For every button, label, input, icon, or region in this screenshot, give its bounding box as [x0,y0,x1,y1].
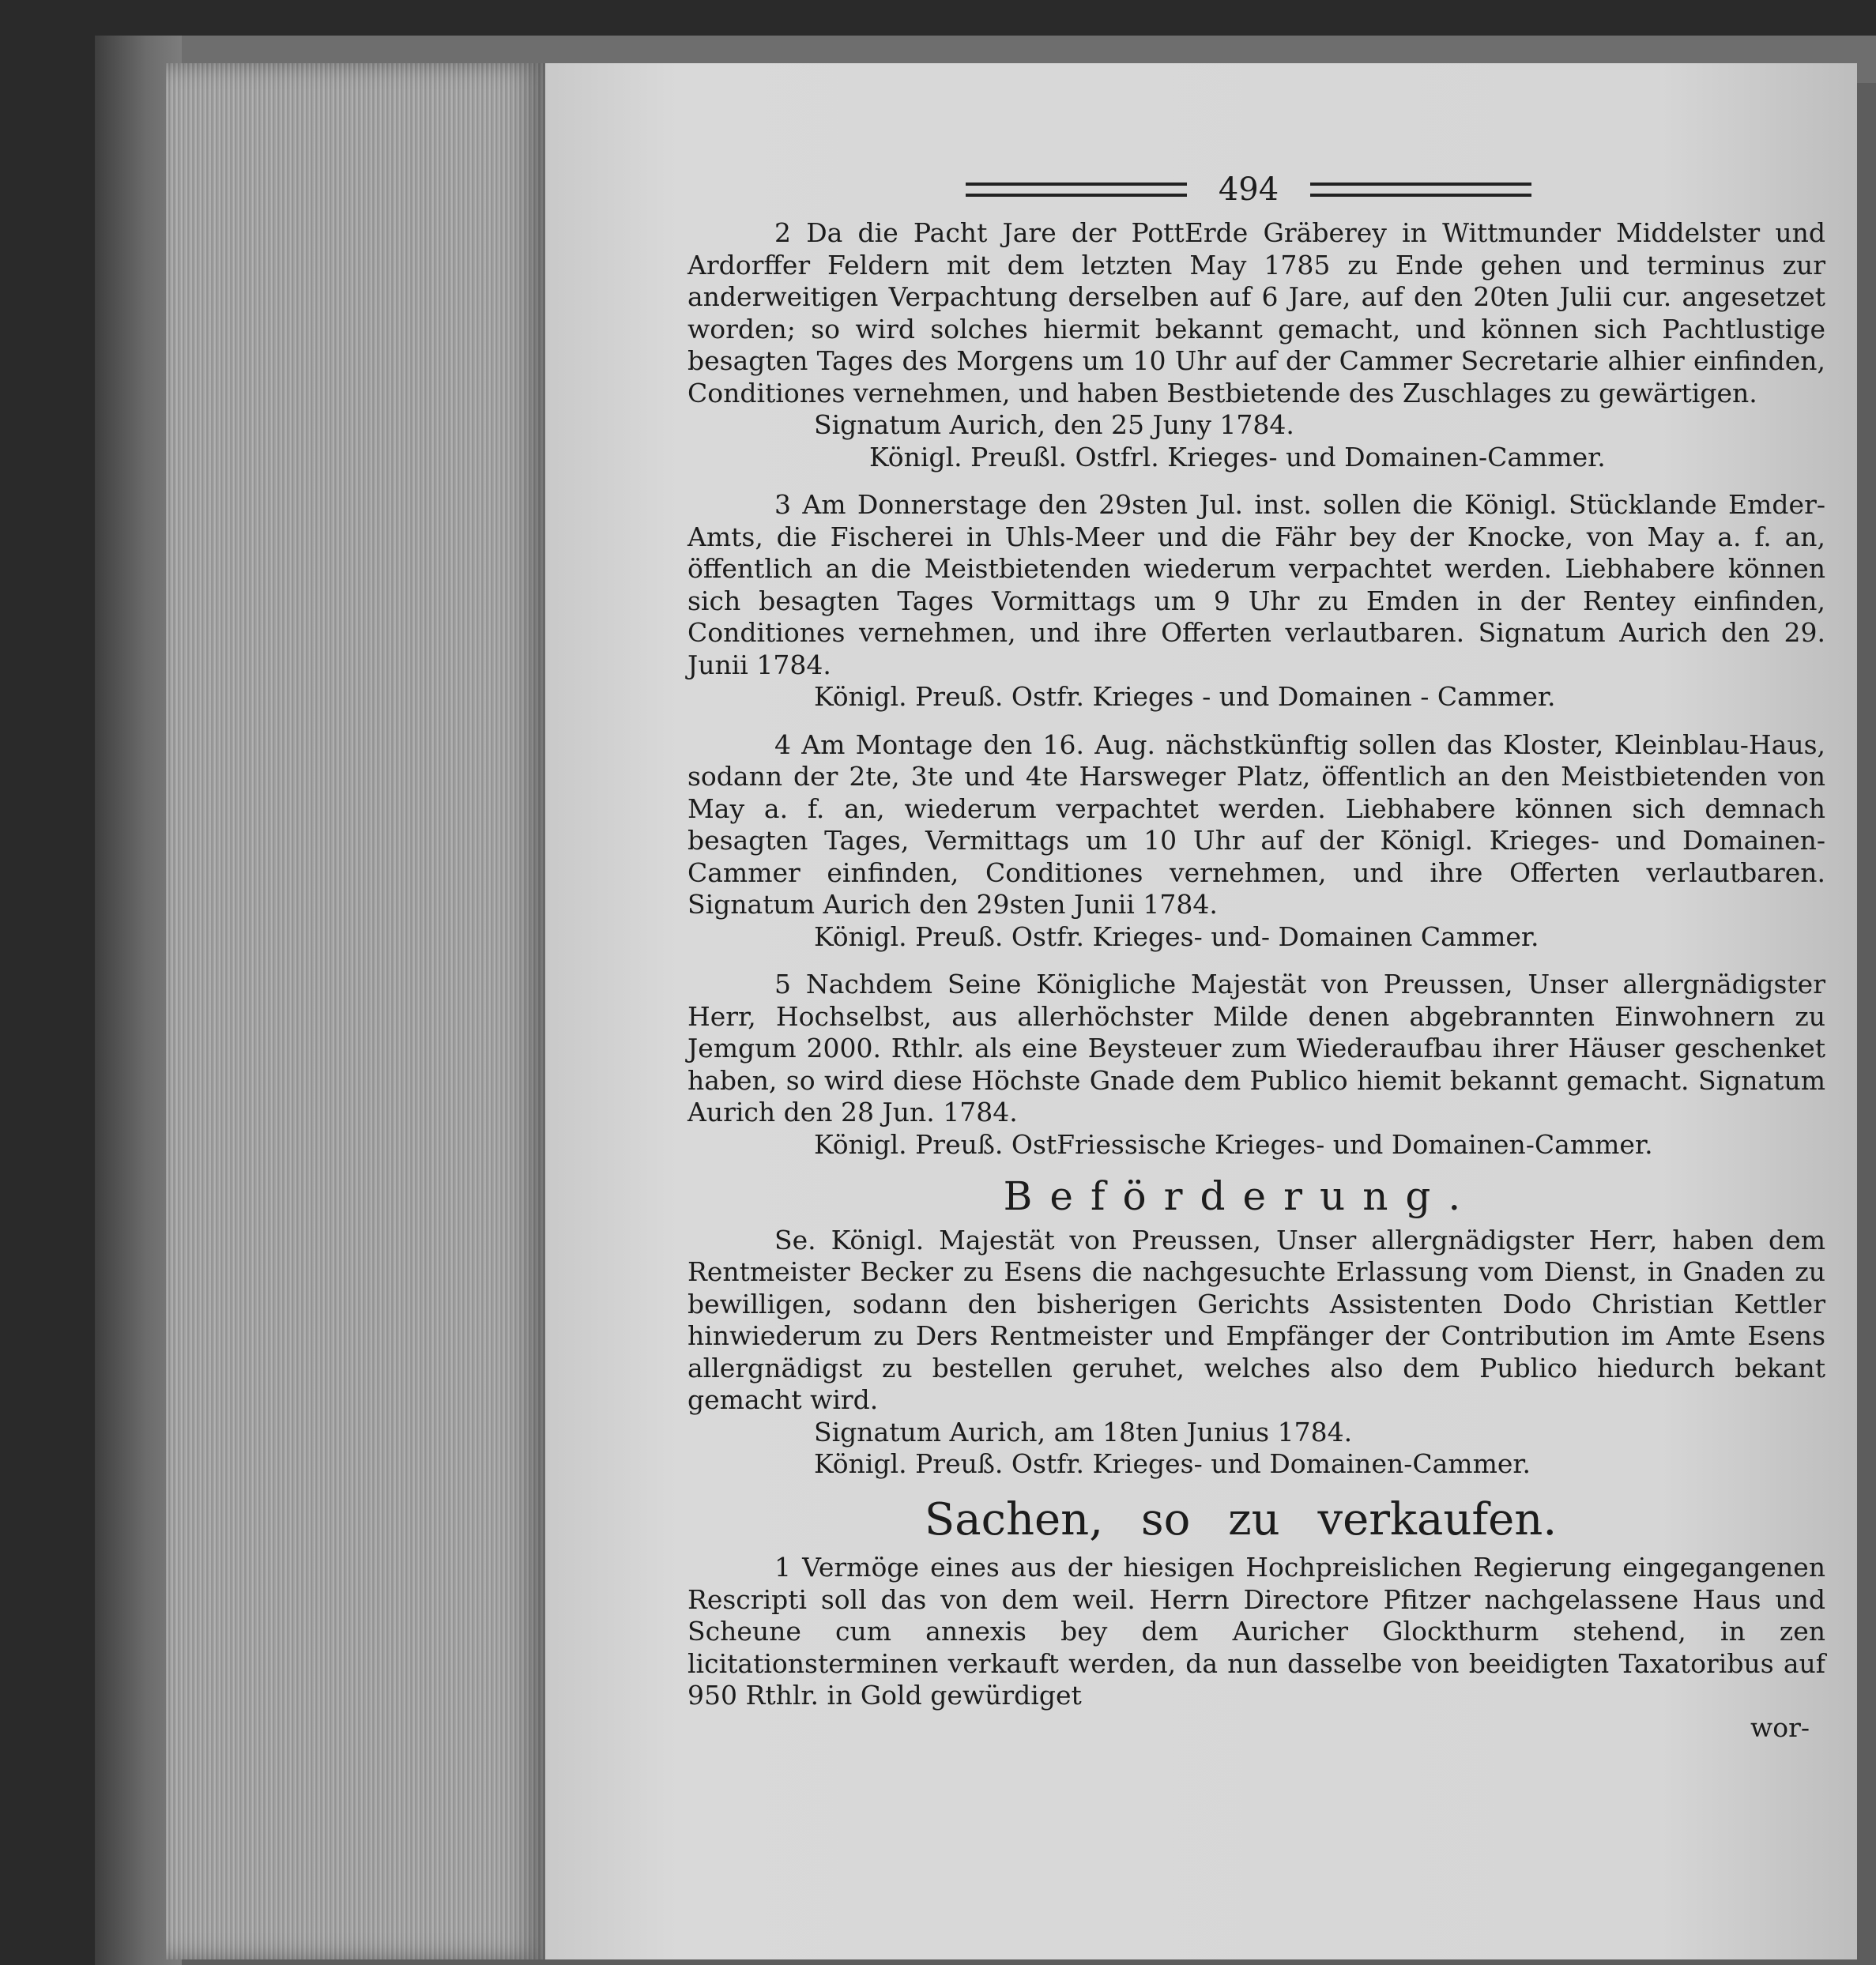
befoerderung-authority: Königl. Preuß. Ostfr. Krieges- und Domainen-Cammer. [814,1448,1531,1479]
heading-sachen: Sachen, so zu verkaufen. [924,1493,1558,1545]
sachen-text: 1 Vermöge eines aus der hiesigen Hochpreislichen Regierung eingegangenen Rescripti soll das von dem weil. Herrn Directore Pfitzer nachgelassene Haus und Scheune cum annexis bey dem Auricher Glockthurm stehend, in zen licitationsterminen verkauft werden, da nun dasselbe von beeidigten Taxatoribus auf 950 Rthlr. in Gold gewürdiget [687,1552,1825,1711]
notice-2-authority: Königl. Preußl. Ostfrl. Krieges- und Domainen-Cammer. [869,441,1606,472]
notice-4: 4 Am Montage den 16. Aug. nächstkünftig sollen das Kloster, Kleinblau-Haus, sodann der 2te, 3te und 4te Harsweger Platz, öffentlich an den Meistbietenden von May a. f. an, wiederum verpachtet werden. Liebhabere können sich demnach besagten Tages, Vermittags um 10 Uhr auf der Königl. Krieges- und Domainen-Cammer einfinden, Conditiones vernehmen, und ihre Offerten verlautbaren. Signatum Aurich den 29sten Junii 1784. [687,728,1825,920]
notice-5: 5 Nachdem Seine Königliche Majestät von Preussen, Unser allergnädigster Herr, Hochselbst, aus allerhöchster Milde denen abgebrannten Einwohnern zu Jemgum 2000. Rthlr. als eine Beysteuer zum Wiederaufbau ihrer Häuser geschenket haben, so wird diese Höchste Gnade dem Publico hiemit bekannt gemacht. Signatum Aurich den 28 Jun. 1784. [687,969,1825,1127]
page-number: 494 [1218,171,1279,208]
catchword: wor- [1750,1711,1810,1743]
header-rule-right [1310,183,1531,197]
befoerderung-signature: Signatum Aurich, am 18ten Junius 1784. [814,1416,1353,1447]
page-text [687,162,1825,1744]
heading-befoerderung: Beförderung. [1003,1173,1479,1219]
notice-2: 2 Da die Pacht Jare der PottErde Gräberey in Wittmunder Middelster und Ardorffer Feldern mit dem letzten May 1785 zu Ende gehen und terminus zur anderweitigen Verpachtung derselben auf 6 Jare, auf den 20ten Julii cur. angesetzet worden; so wird solches hiermit bekannt gemacht, und können sich Pachtlustige besagten Tages des Morgens um 10 Uhr auf der Cammer Secretarie alhier einfinden, Conditiones vernehmen, und haben Bestbietende des Zuschlages zu gewärtigen. [687,217,1825,408]
notice-5-authority: Königl. Preuß. OstFriessische Krieges- und Domainen-Cammer. [814,1128,1653,1160]
befoerderung-text: Se. Königl. Majestät von Preussen, Unser allergnädigster Herr, haben dem Rentmeister Becker zu Esens die nachgesuchte Erlassung vom Dienst, in Gnaden zu bewilligen, sodann den bisherigen Gerichts Assistenten Dodo Christian Kettler hinwiederum zu Ders Rentmeister und Empfänger der Contribution im Amte Esens allergnädigst zu bestellen geruhet, welches also dem Publico hiedurch bekant gemacht wird. [687,1224,1825,1415]
notice-4-authority: Königl. Preuß. Ostfr. Krieges- und- Domainen Cammer. [814,920,1539,952]
notice-2-signature: Signatum Aurich, den 25 Juny 1784. [814,409,1294,440]
page-block-edge [166,63,545,1959]
header-rule-left [966,183,1187,197]
notice-3: 3 Am Donnerstage den 29sten Jul. inst. sollen die Königl. Stücklande Emder-Amts, die Fischerei in Uhls-Meer und die Fähr bey der Knocke, von May a. f. an, öffentlich an die Meistbietenden wiederum verpachtet werden. Liebhabere können sich besagten Tages Vormittags um 9 Uhr zu Emden in der Rentey einfinden, Conditiones vernehmen, und ihre Offerten verlautbaren. Signatum Aurich den 29. Junii 1784. [687,489,1825,680]
page-header [672,162,1825,217]
notice-3-authority: Königl. Preuß. Ostfr. Krieges - und Domainen - Cammer. [814,681,1556,712]
